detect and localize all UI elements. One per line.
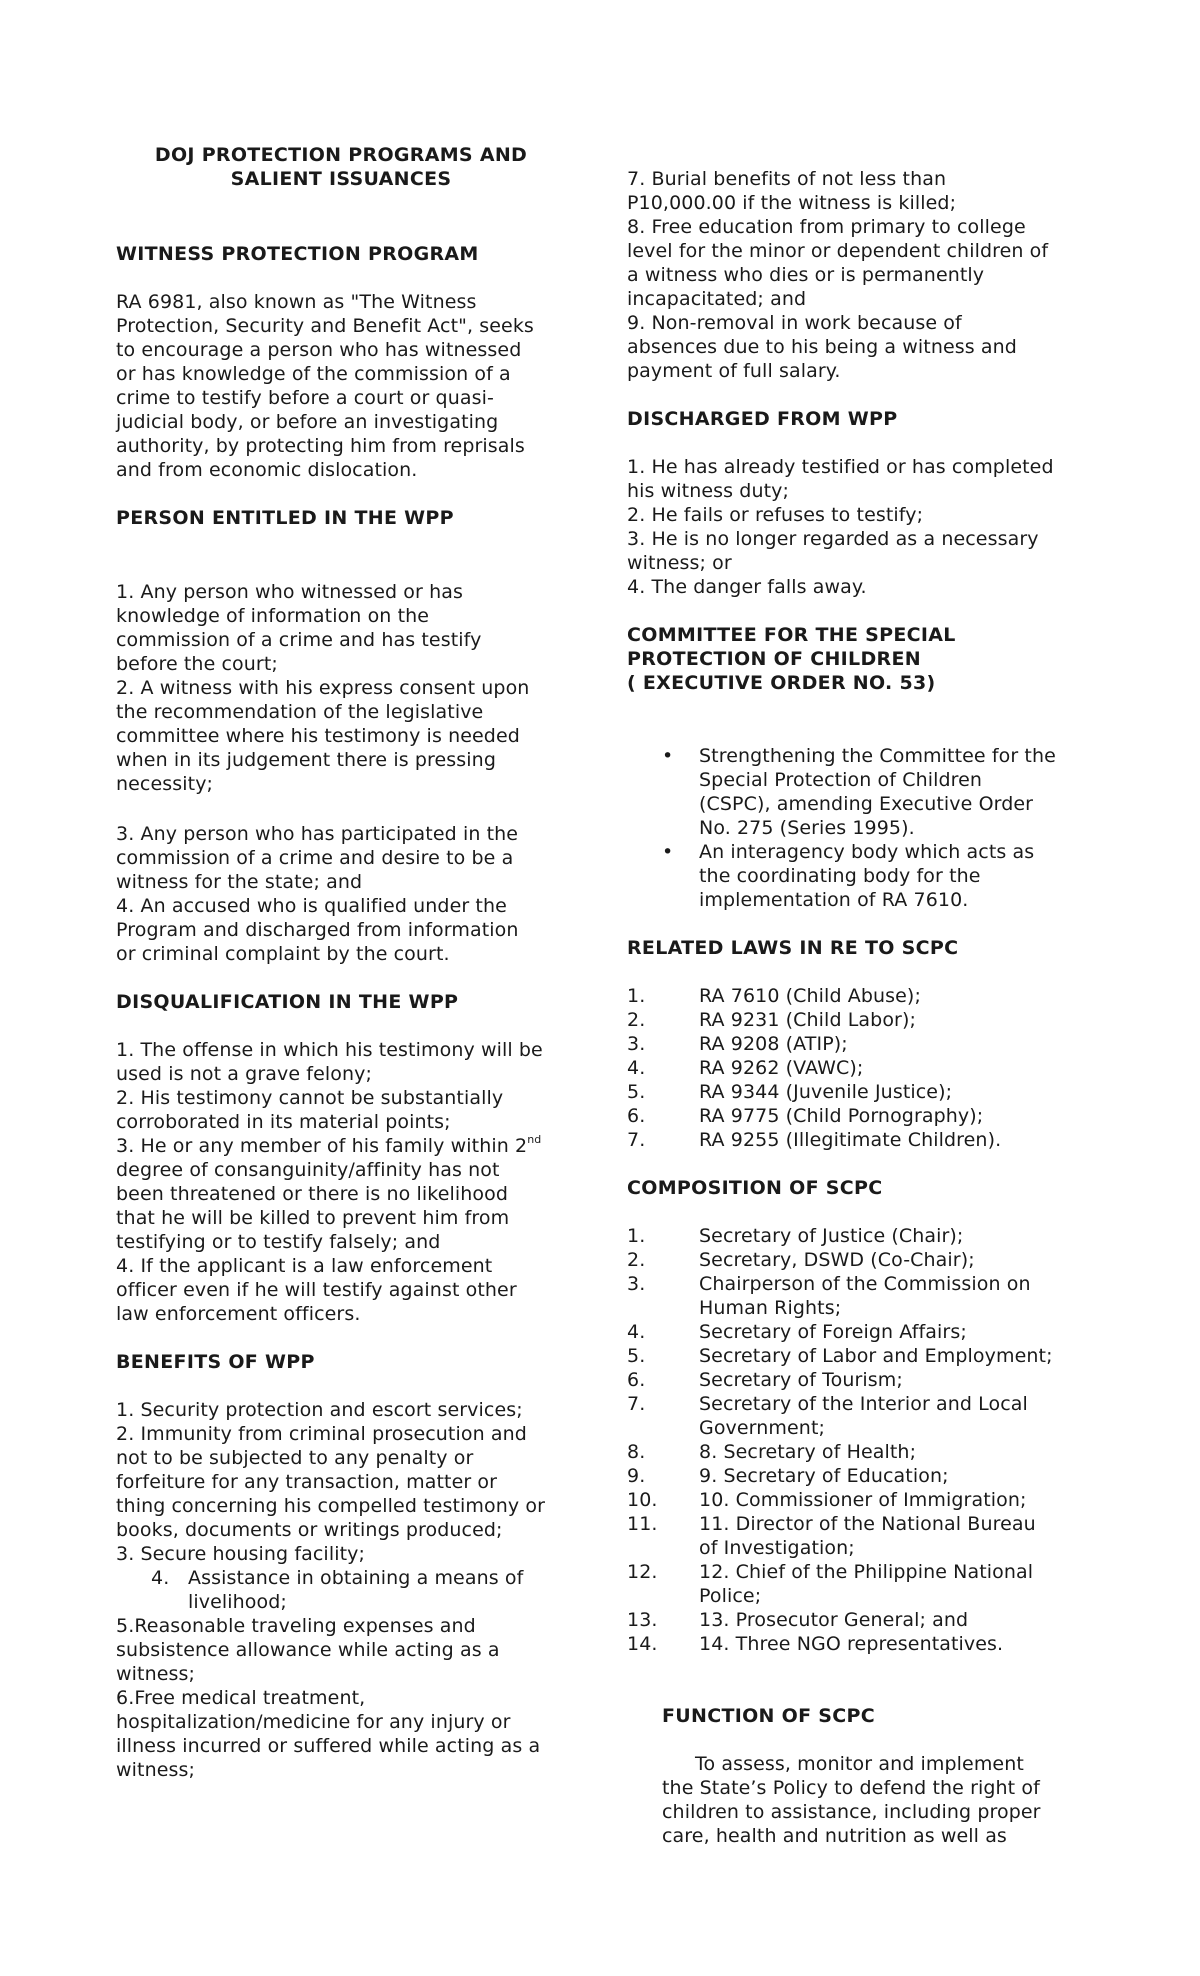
list-item-number: 7. — [627, 1393, 646, 1415]
list-line: livelihood; — [188, 1591, 287, 1613]
list-item-text: 12. Chief of the Philippine National — [699, 1561, 1034, 1583]
list-item-number: 3. — [627, 1033, 646, 1055]
list-line: not to be subjected to any penalty or — [116, 1447, 474, 1469]
bullet-line: An interagency body which acts as — [699, 841, 1035, 863]
paragraph-line: crime to testify before a court or quasi- — [116, 387, 494, 409]
list-line: knowledge of information on the — [116, 605, 430, 627]
list-item-text: Secretary of Labor and Employment; — [699, 1345, 1053, 1367]
list-line: 9. Non-removal in work because of — [627, 312, 962, 334]
bullet-line: Special Protection of Children — [699, 769, 983, 791]
list-line — [116, 1134, 541, 1158]
list-item-text: 11. Director of the National Bureau — [699, 1513, 1036, 1535]
paragraph-line: RA 6981, also known as "The Witness — [116, 291, 477, 313]
list-line: 2. His testimony cannot be substantially — [116, 1087, 504, 1109]
list-line: 3. Any person who has participated in the — [116, 823, 519, 845]
list-line: or criminal complaint by the court. — [116, 943, 450, 965]
list-line: witness; or — [627, 552, 732, 574]
list-item-number: 10. — [627, 1489, 658, 1511]
ordinal-superscript: nd — [527, 1133, 542, 1146]
list-line: 1. Security protection and escort services; — [116, 1399, 523, 1421]
list-item-number: 6. — [627, 1369, 646, 1391]
list-line: officer even if he will testify against other — [116, 1279, 517, 1301]
list-item-text: Secretary, DSWD (Co-Chair); — [699, 1249, 975, 1271]
list-line: Assistance in obtaining a means of — [188, 1567, 524, 1589]
list-item-text: RA 9344 (Juvenile Justice); — [699, 1081, 953, 1103]
list-item-text: Secretary of Foreign Affairs; — [699, 1321, 967, 1343]
list-line: 2. A witness with his express consent upon — [116, 677, 530, 699]
list-item-number: 8. — [627, 1441, 646, 1463]
list-item-text: Human Rights; — [699, 1297, 842, 1319]
committee-heading-line-1: COMMITTEE FOR THE SPECIAL — [627, 624, 956, 646]
list-item-text: RA 9208 (ATIP); — [699, 1033, 848, 1055]
list-item-number: 4. — [627, 1057, 646, 1079]
list-line: illness incurred or suffered while acting as a — [116, 1735, 541, 1757]
list-line: books, documents or writings produced; — [116, 1519, 503, 1541]
list-line: hospitalization/medicine for any injury or — [116, 1711, 511, 1733]
list-item-text: RA 9775 (Child Pornography); — [699, 1105, 984, 1127]
discharged-heading: DISCHARGED FROM WPP — [627, 408, 898, 430]
composition-heading: COMPOSITION OF SCPC — [627, 1177, 883, 1199]
list-item-text: Chairperson of the Commission on — [699, 1273, 1031, 1295]
list-item-number: 3. — [627, 1273, 646, 1295]
list-line: been threatened or there is no likelihood — [116, 1183, 508, 1205]
list-line: a witness who dies or is permanently — [627, 264, 985, 286]
list-line: 1. Any person who witnessed or has — [116, 581, 463, 603]
bullet-icon: • — [662, 841, 674, 863]
list-item-text: Secretary of Tourism; — [699, 1369, 903, 1391]
list-line: his witness duty; — [627, 480, 789, 502]
list-line: commission of a crime and has testify — [116, 629, 482, 651]
bullet-line: the coordinating body for the — [699, 865, 981, 887]
list-line: witness for the state; and — [116, 871, 363, 893]
list-line: that he will be killed to prevent him from — [116, 1207, 510, 1229]
bullet-line: No. 275 (Series 1995). — [699, 817, 915, 839]
list-line: incapacitated; and — [627, 288, 807, 310]
paragraph-line: judicial body, or before an investigating — [116, 411, 499, 433]
list-line: 7. Burial benefits of not less than — [627, 168, 947, 190]
list-line: forfeiture for any transaction, matter or — [116, 1471, 498, 1493]
list-line: 6.Free medical treatment, — [116, 1687, 366, 1709]
list-item-number: 14. — [627, 1633, 658, 1655]
list-item-text: Police; — [699, 1585, 762, 1607]
paragraph-line: care, health and nutrition as well as — [662, 1825, 1007, 1847]
bullet-line: implementation of RA 7610. — [699, 889, 969, 911]
list-line: Program and discharged from information — [116, 919, 519, 941]
document-title-line-1: DOJ PROTECTION PROGRAMS AND — [154, 144, 528, 166]
list-line: 8. Free education from primary to college — [627, 216, 1026, 238]
list-line-text: 3. He or any member of his family within 2 — [116, 1135, 528, 1157]
list-line: thing concerning his compelled testimony or — [116, 1495, 545, 1517]
committee-heading-line-3: ( EXECUTIVE ORDER NO. 53) — [627, 672, 936, 694]
document-title-line-2: SALIENT ISSUANCES — [230, 168, 452, 190]
list-line: 4. An accused who is qualified under the — [116, 895, 507, 917]
list-item-number: 2. — [627, 1009, 646, 1031]
function-heading: FUNCTION OF SCPC — [662, 1705, 875, 1727]
list-line: 3. Secure housing facility; — [116, 1543, 365, 1565]
list-line: 4. If the applicant is a law enforcement — [116, 1255, 493, 1277]
list-line: used is not a grave felony; — [116, 1063, 372, 1085]
list-line: 3. He is no longer regarded as a necessary — [627, 528, 1039, 550]
list-item-number: 5. — [627, 1081, 646, 1103]
list-item-text: of Investigation; — [699, 1537, 855, 1559]
paragraph-line: Protection, Security and Benefit Act", seeks — [116, 315, 534, 337]
list-item-number: 2. — [627, 1249, 646, 1271]
paragraph-line: To assess, monitor and implement — [695, 1753, 1024, 1775]
list-line: witness; — [116, 1663, 195, 1685]
list-item-number: 9. — [627, 1465, 646, 1487]
disqualification-heading: DISQUALIFICATION IN THE WPP — [116, 991, 459, 1013]
list-item-text: 10. Commissioner of Immigration; — [699, 1489, 1027, 1511]
wpp-heading: WITNESS PROTECTION PROGRAM — [116, 243, 479, 265]
bullet-icon: • — [662, 745, 674, 767]
list-item-number: 12. — [627, 1561, 658, 1583]
list-item-text: 9. Secretary of Education; — [699, 1465, 949, 1487]
list-item-number: 4. — [151, 1567, 170, 1589]
list-line: corroborated in its material points; — [116, 1111, 451, 1133]
list-line: law enforcement officers. — [116, 1303, 361, 1325]
list-line: level for the minor or dependent children of — [627, 240, 1049, 262]
list-line: the recommendation of the legislative — [116, 701, 484, 723]
paragraph-line: children to assistance, including proper — [662, 1801, 1041, 1823]
bullet-line: (CSPC), amending Executive Order — [699, 793, 1034, 815]
list-item-number: 6. — [627, 1105, 646, 1127]
list-line: 1. The offense in which his testimony will be — [116, 1039, 543, 1061]
list-line: payment of full salary. — [627, 360, 841, 382]
paragraph-line: authority, by protecting him from reprisals — [116, 435, 525, 457]
list-line: absences due to his being a witness and — [627, 336, 1017, 358]
list-item-number: 1. — [627, 985, 646, 1007]
list-line: commission of a crime and desire to be a — [116, 847, 514, 869]
related-laws-heading: RELATED LAWS IN RE TO SCPC — [627, 937, 959, 959]
list-item-number: 13. — [627, 1609, 658, 1631]
paragraph-line: and from economic dislocation. — [116, 459, 418, 481]
list-item-text: 8. Secretary of Health; — [699, 1441, 917, 1463]
list-line: degree of consanguinity/affinity has not — [116, 1159, 500, 1181]
list-line: 2. He fails or refuses to testify; — [627, 504, 924, 526]
list-line: 4. The danger falls away. — [627, 576, 867, 598]
bullet-line: Strengthening the Committee for the — [699, 745, 1056, 767]
list-line: 5.Reasonable traveling expenses and — [116, 1615, 476, 1637]
list-item-number: 7. — [627, 1129, 646, 1151]
paragraph-line: the State’s Policy to defend the right of — [662, 1777, 1040, 1799]
list-item-text: RA 9255 (Illegitimate Children). — [699, 1129, 1002, 1151]
list-line: when in its judgement there is pressing — [116, 749, 496, 771]
list-line: P10,000.00 if the witness is killed; — [627, 192, 957, 214]
list-item-text: RA 9231 (Child Labor); — [699, 1009, 916, 1031]
list-line: witness; — [116, 1759, 195, 1781]
list-item-text: Secretary of Justice (Chair); — [699, 1225, 964, 1247]
list-item-number: 4. — [627, 1321, 646, 1343]
paragraph-line: or has knowledge of the commission of a — [116, 363, 511, 385]
list-item-number: 5. — [627, 1345, 646, 1367]
list-item-text: Government; — [699, 1417, 825, 1439]
committee-heading-line-2: PROTECTION OF CHILDREN — [627, 648, 921, 670]
list-item-text: Secretary of the Interior and Local — [699, 1393, 1028, 1415]
list-item-text: RA 7610 (Child Abuse); — [699, 985, 921, 1007]
list-item-number: 1. — [627, 1225, 646, 1247]
list-line: before the court; — [116, 653, 278, 675]
list-line: subsistence allowance while acting as a — [116, 1639, 500, 1661]
list-item-number: 11. — [627, 1513, 658, 1535]
entitled-heading: PERSON ENTITLED IN THE WPP — [116, 507, 454, 529]
paragraph-line: to encourage a person who has witnessed — [116, 339, 522, 361]
list-line: 1. He has already testified or has completed — [627, 456, 1054, 478]
list-line: testifying or to testify falsely; and — [116, 1231, 441, 1253]
list-item-text: 13. Prosecutor General; and — [699, 1609, 969, 1631]
list-line: 2. Immunity from criminal prosecution and — [116, 1423, 527, 1445]
list-item-text: 14. Three NGO representatives. — [699, 1633, 1004, 1655]
list-line: necessity; — [116, 773, 214, 795]
list-line: committee where his testimony is needed — [116, 725, 520, 747]
benefits-heading: BENEFITS OF WPP — [116, 1351, 315, 1373]
list-item-text: RA 9262 (VAWC); — [699, 1057, 864, 1079]
